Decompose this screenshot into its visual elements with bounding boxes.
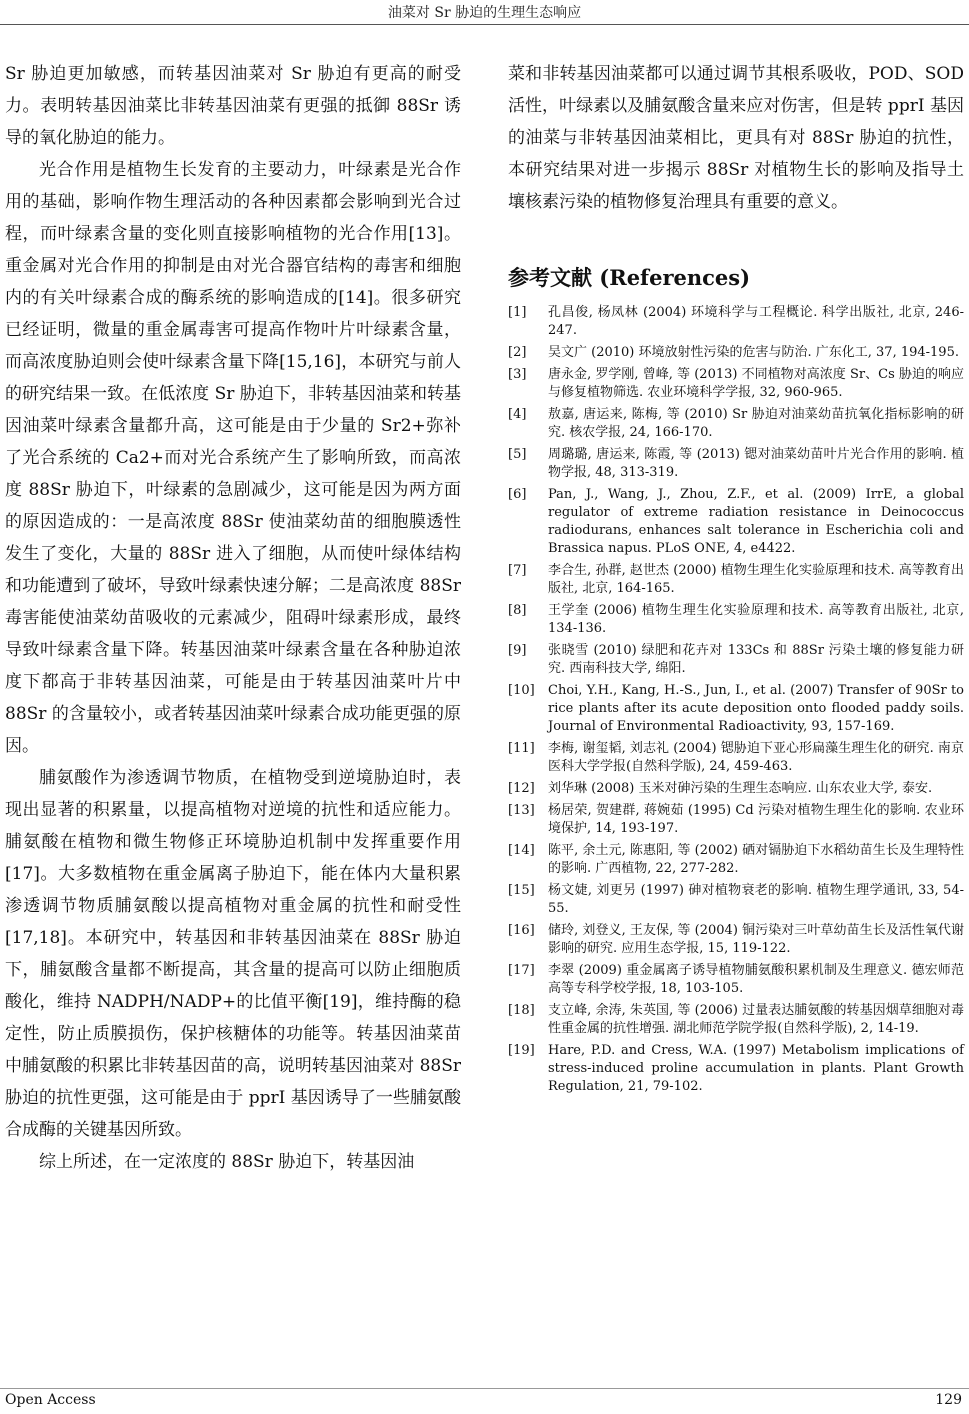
reference-number: [12] <box>508 781 535 796</box>
reference-number: [9] <box>508 643 527 658</box>
reference-item <box>508 1042 964 1096</box>
reference-item <box>508 406 964 442</box>
reference-item <box>508 1002 964 1038</box>
reference-item <box>508 446 964 482</box>
reference-item <box>508 962 964 998</box>
reference-text: 刘华琳 (2008) 玉米对砷污染的生理生态响应. 山东农业大学, 泰安. <box>548 781 933 796</box>
reference-number: [2] <box>508 345 527 360</box>
reference-number: [8] <box>508 603 527 618</box>
reference-number: [10] <box>508 683 535 698</box>
reference-number: [17] <box>508 963 535 978</box>
reference-item <box>508 344 964 362</box>
reference-item <box>508 562 964 598</box>
reference-item <box>508 740 964 776</box>
reference-number: [14] <box>508 843 535 858</box>
reference-number: [5] <box>508 447 527 462</box>
reference-list <box>508 304 964 1096</box>
reference-text: 李合生, 孙群, 赵世杰 (2000) 植物生理生化实验原理和技术. 高等教育出版社, 北京, 164-165. <box>548 563 964 596</box>
reference-text: 周璐璐, 唐运来, 陈霞, 等 (2013) 锶对油菜幼苗叶片光合作用的影响. 植物学报, 48, 313-319. <box>548 447 964 480</box>
running-header: 油菜对 Sr 胁迫的生理生态响应 <box>387 5 582 21</box>
body-paragraph-1: Sr 胁迫更加敏感，而转基因油菜对 Sr 胁迫有更高的耐受力。表明转基因油菜比非转基因油菜有更强的抵御 88Sr 诱导的氧化胁迫的能力。 <box>5 64 461 148</box>
reference-item <box>508 802 964 838</box>
reference-text: 敖嘉, 唐运来, 陈梅, 等 (2010) Sr 胁迫对油菜幼苗抗氧化指标影响的研究. 核农学报, 24, 166-170. <box>548 407 964 440</box>
reference-item <box>508 602 964 638</box>
reference-text: 张晓雪 (2010) 绿肥和花卉对 133Cs 和 88Sr 污染土壤的修复能力研究. 西南科技大学, 绵阳. <box>548 643 964 676</box>
reference-item <box>508 682 964 736</box>
header-rule <box>0 24 969 25</box>
body-paragraph-3: 脯氨酸作为渗透调节物质，在植物受到逆境胁迫时，表现出显著的积累量，以提高植物对逆境的抗性和适应能力。脯氨酸在植物和微生物修正环境胁迫机制中发挥重要作用[17]。大多数植物在重金属离子胁迫下，能在体内大量积累渗透调节物质脯氨酸以提高植物对重金属的抗性和耐受性[17,18]。本研究中，转基因和非转基因油菜在 88Sr 胁迫下，脯氨酸含量都不断提高，其含量的提高可以防止细胞质酸化，维持 NADPH/NADP+的比值平衡[19]，维持酶的稳定性，防止质膜损伤，保护核糖体的功能等。转基因油菜苗中脯氨酸的积累比非转基因苗的高，说明转基因油菜对 88Sr 胁迫的抗性更强，这可能是由于 pprI 基因诱导了一些脯氨酸合成酶的关键基因所致。 <box>5 768 461 1140</box>
reference-text: 储玲, 刘登义, 王友保, 等 (2004) 铜污染对三叶草幼苗生长及活性氧代谢影响的研究. 应用生态学报, 15, 119-122. <box>548 923 964 956</box>
reference-item <box>508 366 964 402</box>
footer-open-access: Open Access <box>5 1392 96 1408</box>
reference-number: [15] <box>508 883 535 898</box>
reference-number: [3] <box>508 367 527 382</box>
reference-text: 李翠 (2009) 重金属离子诱导植物脯氨酸积累机制及生理意义. 德宏师范高等专科学校学报, 18, 103-105. <box>548 963 964 996</box>
reference-number: [11] <box>508 741 535 756</box>
body-paragraph-4: 综上所述，在一定浓度的 88Sr 胁迫下，转基因油 <box>39 1152 415 1172</box>
body-paragraph-2: 光合作用是植物生长发育的主要动力，叶绿素是光合作用的基础，影响作物生理活动的各种因素都会影响到光合过程，而叶绿素含量的变化则直接影响植物的光合作用[13]。重金属对光合作用的抑制是由对光合器官结构的毒害和细胞内的有关叶绿素合成的酶系统的影响造成的[14]。很多研究已经证明，微量的重金属毒害可提高作物叶片叶绿素含量，而高浓度胁迫则会使叶绿素含量下降[15,16]，本研究与前人的研究结果一致。在低浓度 Sr 胁迫下，非转基因油菜和转基因油菜叶绿素含量都升高，这可能是由于少量的 Sr2+弥补了光合系统的 Ca2+而对光合系统产生了影响所致，而高浓度 88Sr 胁迫下，叶绿素的急剧减少，这可能是因为两方面的原因造成的：一是高浓度 88Sr 使油菜幼苗的细胞膜透性发生了变化，大量的 88Sr 进入了细胞，从而使叶绿体结构和功能遭到了破坏，导致叶绿素快速分解；二是高浓度 88Sr 毒害能使油菜幼苗吸收的元素减少，阻碍叶绿素形成，最终导致叶绿素含量下降。转基因油菜叶绿素含量在各种胁迫浓度下都高于非转基因油菜，可能是由于转基因油菜叶片中 88Sr 的含量较小，或者转基因油菜叶绿素合成功能更强的原因。 <box>5 160 461 756</box>
reference-text: 杨居荣, 贺建群, 蒋婉茹 (1995) Cd 污染对植物生理生化的影响. 农业环境保护, 14, 193-197. <box>548 803 964 836</box>
reference-number: [7] <box>508 563 527 578</box>
references-title: 参考文献 (References) <box>508 265 751 290</box>
right-column <box>508 58 964 1100</box>
reference-item <box>508 922 964 958</box>
reference-text: 王学奎 (2006) 植物生理生化实验原理和技术. 高等教育出版社, 北京, 134-136. <box>548 603 964 636</box>
reference-number: [1] <box>508 305 527 320</box>
reference-item <box>508 642 964 678</box>
reference-text: 李梅, 谢玺韬, 刘志礼 (2004) 锶胁迫下亚心形扁藻生理生化的研究. 南京医科大学学报(自然科学版), 24, 459-463. <box>548 741 964 774</box>
reference-text: 支立峰, 余涛, 朱英国, 等 (2006) 过量表达脯氨酸的转基因烟草细胞对毒性重金属的抗性增强. 湖北师范学院学报(自然科学版), 2, 14-19. <box>548 1003 964 1036</box>
body-paragraph-continued: 菜和非转基因油菜都可以通过调节其根系吸收，POD、SOD 活性，叶绿素以及脯氨酸含量来应对伤害，但是转 pprI 基因的油菜与非转基因油菜相比，更具有对 88Sr 胁迫的抗性，本研究结果对进一步揭示 88Sr 对植物生长的影响及指导土壤核素污染的植物修复治理具有重要的意义。 <box>508 64 964 212</box>
reference-item <box>508 304 964 340</box>
reference-item <box>508 486 964 558</box>
reference-text: 陈平, 余土元, 陈惠阳, 等 (2002) 硒对镉胁迫下水稻幼苗生长及生理特性的影响. 广西植物, 22, 277-282. <box>548 843 964 876</box>
reference-text: 孔昌俊, 杨凤林 (2004) 环境科学与工程概论. 科学出版社, 北京, 246-247. <box>548 305 964 338</box>
reference-text: Choi, Y.H., Kang, H.-S., Jun, I., et al. (2007) Transfer of 90Sr to rice plants after its acute deposition onto flooded paddy soils. Journal of Environmental Radioactivity, 93, 157-169. <box>548 683 964 734</box>
reference-text: Pan, J., Wang, J., Zhou, Z.F., et al. (2009) IrrE, a global regulator of extreme radiation resistance in Deinococcus radiodurans, enhances salt tolerance in Escherichia coli and Brassica napus. PLoS ONE, 4, e4422. <box>548 487 964 556</box>
reference-text: 唐永金, 罗学刚, 曾峰, 等 (2013) 不同植物对高浓度 Sr、Cs 胁迫的响应与修复植物筛选. 农业环境科学学报, 32, 960-965. <box>548 367 964 400</box>
reference-item <box>508 780 964 798</box>
reference-item <box>508 882 964 918</box>
reference-number: [4] <box>508 407 527 422</box>
reference-number: [18] <box>508 1003 535 1018</box>
footer-rule <box>0 1388 969 1389</box>
reference-text: 杨文婕, 刘更另 (1997) 砷对植物衰老的影响. 植物生理学通讯, 33, 54-55. <box>548 883 964 916</box>
reference-number: [13] <box>508 803 535 818</box>
page-number: 129 <box>935 1392 962 1408</box>
reference-number: [6] <box>508 487 527 502</box>
reference-number: [19] <box>508 1043 535 1058</box>
reference-item <box>508 842 964 878</box>
reference-text: Hare, P.D. and Cress, W.A. (1997) Metabolism implications of stress-induced proline accumulation in plants. Plant Growth Regulation, 21, 79-102. <box>548 1043 964 1094</box>
reference-text: 吴文广 (2010) 环境放射性污染的危害与防治. 广东化工, 37, 194-195. <box>548 345 959 360</box>
left-column <box>5 58 461 1178</box>
reference-number: [16] <box>508 923 535 938</box>
